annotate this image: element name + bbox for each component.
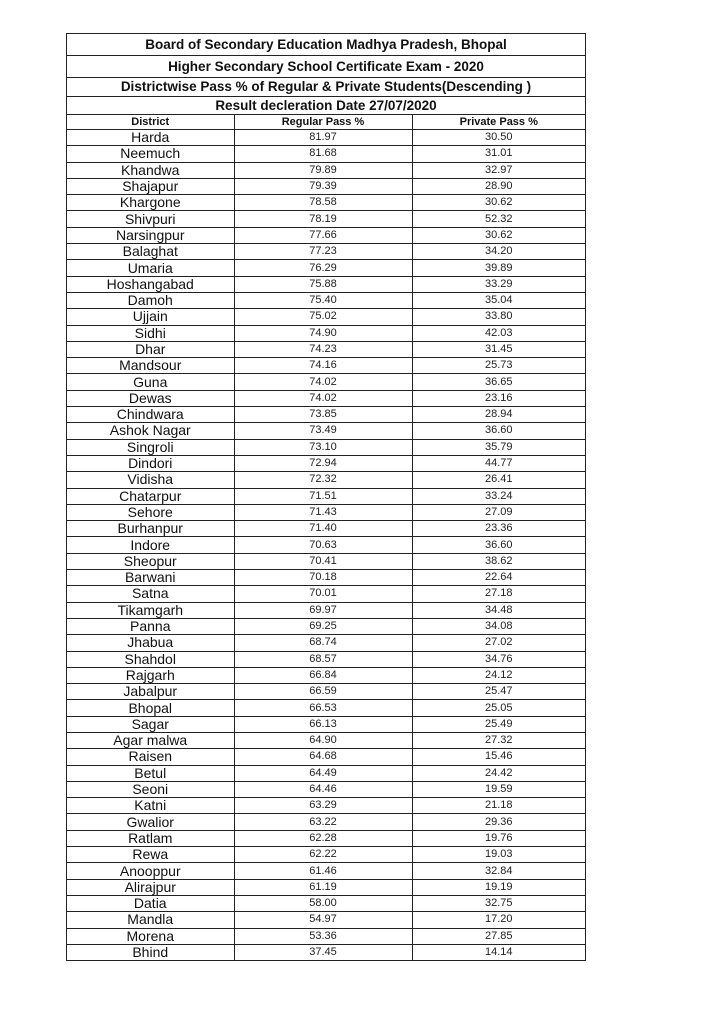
regular-pass-cell: 72.94	[234, 455, 412, 471]
private-pass-cell: 19.03	[412, 847, 585, 863]
private-pass-cell: 31.01	[412, 146, 585, 162]
private-pass-cell: 30.62	[412, 227, 585, 243]
district-cell: Raisen	[67, 749, 234, 765]
private-pass-cell: 34.48	[412, 602, 585, 618]
regular-pass-cell: 71.43	[234, 504, 412, 520]
private-pass-cell: 14.14	[412, 944, 585, 960]
private-pass-cell: 27.85	[412, 928, 585, 944]
private-pass-cell: 23.16	[412, 390, 585, 406]
private-pass-cell: 21.18	[412, 798, 585, 814]
private-pass-cell: 33.24	[412, 488, 585, 504]
district-cell: Tikamgarh	[67, 602, 234, 618]
district-cell: Sidhi	[67, 325, 234, 341]
table-row	[67, 146, 585, 162]
private-pass-cell: 25.05	[412, 700, 585, 716]
private-pass-cell: 34.08	[412, 618, 585, 634]
regular-pass-cell: 70.18	[234, 570, 412, 586]
regular-pass-cell: 77.66	[234, 227, 412, 243]
table-row	[67, 423, 585, 439]
table-row	[67, 749, 585, 765]
district-cell: Chindwara	[67, 407, 234, 423]
district-cell: Bhopal	[67, 700, 234, 716]
table-row	[67, 455, 585, 471]
district-cell: Ratlam	[67, 830, 234, 846]
column-header-regular-pass: Regular Pass %	[234, 115, 412, 130]
district-cell: Jabalpur	[67, 684, 234, 700]
regular-pass-cell: 64.49	[234, 765, 412, 781]
private-pass-cell: 32.84	[412, 863, 585, 879]
table-row	[67, 667, 585, 683]
regular-pass-cell: 74.02	[234, 374, 412, 390]
district-cell: Panna	[67, 618, 234, 634]
district-cell: Sehore	[67, 504, 234, 520]
regular-pass-cell: 68.57	[234, 651, 412, 667]
regular-pass-cell: 63.22	[234, 814, 412, 830]
private-pass-cell: 30.62	[412, 195, 585, 211]
regular-pass-cell: 81.68	[234, 146, 412, 162]
district-cell: Dewas	[67, 390, 234, 406]
district-cell: Shahdol	[67, 651, 234, 667]
private-pass-cell: 30.50	[412, 130, 585, 146]
private-pass-cell: 33.29	[412, 276, 585, 292]
table-row	[67, 374, 585, 390]
regular-pass-cell: 70.01	[234, 586, 412, 602]
regular-pass-cell: 71.51	[234, 488, 412, 504]
table-body	[67, 130, 585, 961]
regular-pass-cell: 74.16	[234, 358, 412, 374]
table-row	[67, 863, 585, 879]
district-cell: Hoshangabad	[67, 276, 234, 292]
district-cell: Ujjain	[67, 309, 234, 325]
regular-pass-cell: 70.63	[234, 537, 412, 553]
table-row	[67, 928, 585, 944]
district-cell: Chatarpur	[67, 488, 234, 504]
regular-pass-cell: 79.39	[234, 178, 412, 194]
private-pass-cell: 24.42	[412, 765, 585, 781]
regular-pass-cell: 63.29	[234, 798, 412, 814]
table-row	[67, 488, 585, 504]
district-cell: Shajapur	[67, 178, 234, 194]
private-pass-cell: 27.32	[412, 732, 585, 748]
private-pass-cell: 39.89	[412, 260, 585, 276]
district-cell: Bhind	[132, 943, 169, 960]
regular-pass-cell: 66.59	[234, 684, 412, 700]
column-header-private-pass: Private Pass %	[412, 115, 585, 130]
table-row	[67, 635, 585, 651]
regular-pass-cell: 75.40	[234, 292, 412, 308]
private-pass-cell: 28.94	[412, 407, 585, 423]
table-row	[67, 570, 585, 586]
district-cell: Jhabua	[67, 635, 234, 651]
regular-pass-cell: 78.19	[234, 211, 412, 227]
private-pass-cell: 32.97	[412, 162, 585, 178]
regular-pass-cell: 53.36	[234, 928, 412, 944]
private-pass-cell: 23.36	[412, 521, 585, 537]
district-cell: Sheopur	[67, 553, 234, 569]
private-pass-cell: 31.45	[412, 341, 585, 357]
table-row	[67, 798, 585, 814]
regular-pass-cell: 37.45	[234, 944, 412, 960]
regular-pass-cell: 71.40	[234, 521, 412, 537]
district-cell: Betul	[67, 765, 234, 781]
table-row	[67, 814, 585, 830]
table-row	[67, 504, 585, 520]
table-header-row	[67, 115, 585, 130]
table-row	[67, 732, 585, 748]
regular-pass-cell: 64.90	[234, 732, 412, 748]
exam-title: Higher Secondary School Certificate Exam - 2020	[67, 56, 585, 78]
regular-pass-cell: 62.22	[234, 847, 412, 863]
regular-pass-cell: 61.46	[234, 863, 412, 879]
regular-pass-cell: 74.23	[234, 341, 412, 357]
district-cell: Burhanpur	[67, 521, 234, 537]
regular-pass-cell: 79.89	[234, 162, 412, 178]
table-row	[67, 618, 585, 634]
district-cell: Indore	[67, 537, 234, 553]
regular-pass-cell: 81.97	[234, 130, 412, 146]
regular-pass-cell: 73.10	[234, 439, 412, 455]
district-cell: Shivpuri	[67, 211, 234, 227]
table-row	[67, 700, 585, 716]
district-cell: Mandla	[67, 912, 234, 928]
regular-pass-cell: 73.85	[234, 407, 412, 423]
private-pass-cell: 27.02	[412, 635, 585, 651]
private-pass-cell: 38.62	[412, 553, 585, 569]
table-row	[67, 439, 585, 455]
private-pass-cell: 52.32	[412, 211, 585, 227]
regular-pass-cell: 69.25	[234, 618, 412, 634]
regular-pass-cell: 62.28	[234, 830, 412, 846]
private-pass-cell: 34.76	[412, 651, 585, 667]
private-pass-cell: 32.75	[412, 895, 585, 911]
table-row	[67, 553, 585, 569]
district-cell: Vidisha	[67, 472, 234, 488]
table-row	[67, 879, 585, 895]
district-cell: Singroli	[67, 439, 234, 455]
table-row	[67, 130, 585, 146]
district-cell: Mandsour	[67, 358, 234, 374]
private-pass-cell: 35.04	[412, 292, 585, 308]
regular-pass-cell: 75.02	[234, 309, 412, 325]
district-cell: Katni	[67, 798, 234, 814]
table-row	[67, 211, 585, 227]
table-row	[67, 309, 585, 325]
table-row	[67, 162, 585, 178]
private-pass-cell: 19.59	[412, 781, 585, 797]
regular-pass-cell: 64.68	[234, 749, 412, 765]
table-row	[67, 651, 585, 667]
table-row	[67, 602, 585, 618]
district-cell: Rajgarh	[67, 667, 234, 683]
table-row	[67, 227, 585, 243]
table-row	[67, 260, 585, 276]
private-pass-cell: 29.36	[412, 814, 585, 830]
district-cell: Umaria	[67, 260, 234, 276]
regular-pass-cell: 66.84	[234, 667, 412, 683]
district-cell: Dindori	[67, 455, 234, 471]
district-cell: Harda	[67, 130, 234, 146]
table-row	[67, 358, 585, 374]
private-pass-cell: 25.73	[412, 358, 585, 374]
table-row	[67, 684, 585, 700]
table-row	[67, 244, 585, 260]
district-cell: Khandwa	[67, 162, 234, 178]
table-row	[67, 765, 585, 781]
table-row	[67, 472, 585, 488]
regular-pass-cell: 74.90	[234, 325, 412, 341]
board-title: Board of Secondary Education Madhya Pradesh, Bhopal	[67, 34, 585, 56]
district-cell: Neemuch	[67, 146, 234, 162]
regular-pass-cell: 75.88	[234, 276, 412, 292]
private-pass-cell: 42.03	[412, 325, 585, 341]
district-cell: Guna	[67, 374, 234, 390]
table-row	[67, 847, 585, 863]
table-row	[67, 341, 585, 357]
table-row	[67, 178, 585, 194]
private-pass-cell: 22.64	[412, 570, 585, 586]
private-pass-cell: 28.90	[412, 178, 585, 194]
table-row	[67, 830, 585, 846]
private-pass-cell: 19.19	[412, 879, 585, 895]
private-pass-cell: 27.18	[412, 586, 585, 602]
report-title: Districtwise Pass % of Regular & Private Students(Descending )	[67, 78, 585, 97]
district-cell: Morena	[67, 928, 234, 944]
table-row	[67, 195, 585, 211]
private-pass-cell: 35.79	[412, 439, 585, 455]
district-cell: Rewa	[67, 847, 234, 863]
regular-pass-cell: 58.00	[234, 895, 412, 911]
table-row	[67, 325, 585, 341]
district-cell: Satna	[67, 586, 234, 602]
district-cell: Anooppur	[67, 863, 234, 879]
district-cell: Balaghat	[67, 244, 234, 260]
regular-pass-cell: 64.46	[234, 781, 412, 797]
district-cell: Barwani	[67, 570, 234, 586]
column-header-district: District	[67, 115, 234, 130]
private-pass-cell: 24.12	[412, 667, 585, 683]
district-cell: Ashok Nagar	[67, 423, 234, 439]
regular-pass-cell: 76.29	[234, 260, 412, 276]
table-row	[67, 407, 585, 423]
table-row	[67, 292, 585, 308]
district-cell: Agar malwa	[67, 732, 234, 748]
table-row	[67, 586, 585, 602]
regular-pass-cell: 70.41	[234, 553, 412, 569]
table-row	[67, 912, 585, 928]
private-pass-cell: 25.49	[412, 716, 585, 732]
district-cell: Khargone	[67, 195, 234, 211]
district-cell: Datia	[67, 895, 234, 911]
table-row	[67, 537, 585, 553]
district-cell: Narsingpur	[67, 227, 234, 243]
district-cell: Alirajpur	[67, 879, 234, 895]
table-row	[67, 521, 585, 537]
regular-pass-cell: 69.97	[234, 602, 412, 618]
regular-pass-cell: 66.13	[234, 716, 412, 732]
regular-pass-cell: 54.97	[234, 912, 412, 928]
private-pass-cell: 44.77	[412, 455, 585, 471]
district-cell: Gwalior	[67, 814, 234, 830]
regular-pass-cell: 68.74	[234, 635, 412, 651]
regular-pass-cell: 61.19	[234, 879, 412, 895]
district-cell: Damoh	[67, 292, 234, 308]
result-sheet	[66, 33, 586, 961]
private-pass-cell: 33.80	[412, 309, 585, 325]
private-pass-cell: 36.60	[412, 423, 585, 439]
table-row	[67, 276, 585, 292]
private-pass-cell: 36.60	[412, 537, 585, 553]
table-row	[67, 895, 585, 911]
table-row	[67, 716, 585, 732]
private-pass-cell: 27.09	[412, 504, 585, 520]
declaration-date: Result decleration Date 27/07/2020	[67, 97, 585, 115]
district-cell: Sagar	[67, 716, 234, 732]
private-pass-cell: 34.20	[412, 244, 585, 260]
regular-pass-cell: 72.32	[234, 472, 412, 488]
private-pass-cell: 36.65	[412, 374, 585, 390]
private-pass-cell: 17.20	[412, 912, 585, 928]
private-pass-cell: 25.47	[412, 684, 585, 700]
district-cell: Dhar	[67, 341, 234, 357]
regular-pass-cell: 74.02	[234, 390, 412, 406]
regular-pass-cell: 66.53	[234, 700, 412, 716]
private-pass-cell: 15.46	[412, 749, 585, 765]
table-row	[67, 390, 585, 406]
table-row	[67, 944, 585, 960]
districtwise-pass-table	[67, 115, 585, 960]
private-pass-cell: 26.41	[412, 472, 585, 488]
regular-pass-cell: 78.58	[234, 195, 412, 211]
regular-pass-cell: 73.49	[234, 423, 412, 439]
regular-pass-cell: 77.23	[234, 244, 412, 260]
table-row	[67, 781, 585, 797]
private-pass-cell: 19.76	[412, 830, 585, 846]
district-cell: Seoni	[67, 781, 234, 797]
